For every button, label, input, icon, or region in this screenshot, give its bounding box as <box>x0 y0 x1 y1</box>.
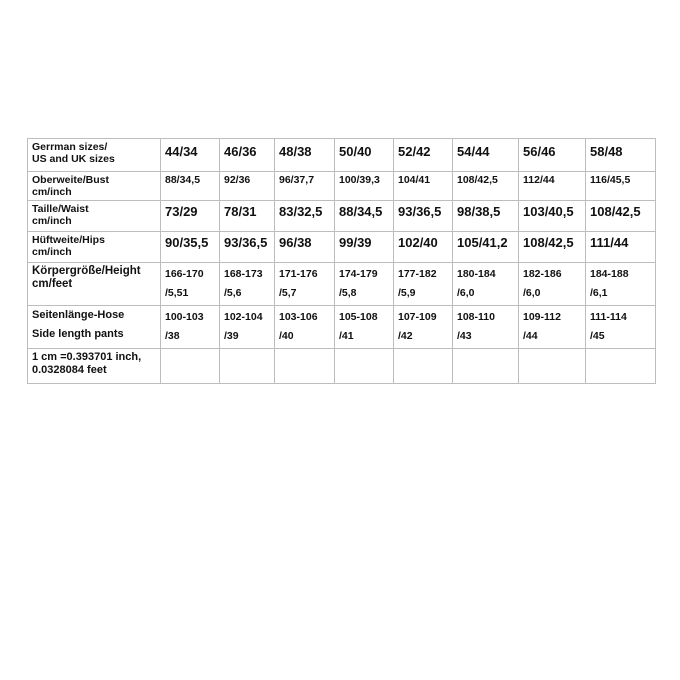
side-range: 103-106 <box>279 311 318 324</box>
side-range: 102-104 <box>224 311 263 324</box>
table-row-header <box>28 139 656 172</box>
side-value-cell <box>335 306 394 349</box>
table-row-hips <box>28 232 656 263</box>
height-label-line2: cm/feet <box>32 278 73 291</box>
header-label-line2: US and UK sizes <box>32 153 115 166</box>
side-inch: /39 <box>224 330 239 343</box>
height-range: 177-182 <box>398 268 437 281</box>
waist-value-cell: 88/34,5 <box>335 201 394 232</box>
bust-value-cell: 100/39,3 <box>335 172 394 201</box>
side-value-cell <box>586 306 656 349</box>
hips-value-cell: 108/42,5 <box>519 232 586 263</box>
hips-value-cell: 99/39 <box>335 232 394 263</box>
hips-value-cell: 90/35,5 <box>161 232 220 263</box>
bust-value-cell: 92/36 <box>220 172 275 201</box>
height-feet: /6,1 <box>590 287 608 300</box>
height-label-line1: Körpergröße/Height <box>32 265 141 278</box>
height-label-cell <box>28 263 161 306</box>
waist-label-line1: Taille/Waist <box>32 203 89 216</box>
conversion-note-line2: 0.0328084 feet <box>32 363 107 376</box>
height-range: 166-170 <box>165 268 204 281</box>
empty-cell <box>161 349 220 384</box>
header-label-line1: Gerrman sizes/ <box>32 141 108 153</box>
table-row-waist <box>28 201 656 232</box>
height-feet: /6,0 <box>457 287 475 300</box>
waist-value-cell: 83/32,5 <box>275 201 335 232</box>
size-header-cell: 52/42 <box>394 139 453 172</box>
table-row-conversion-note <box>28 349 656 384</box>
height-value-cell <box>519 263 586 306</box>
height-range: 184-188 <box>590 268 629 281</box>
waist-value-cell: 103/40,5 <box>519 201 586 232</box>
side-label-line2: Side length pants <box>32 328 124 341</box>
conversion-note-line1: 1 cm =0.393701 inch, <box>32 351 142 364</box>
hips-value-cell: 102/40 <box>394 232 453 263</box>
conversion-note-cell <box>28 349 161 384</box>
height-value-cell <box>453 263 519 306</box>
size-chart-table <box>27 138 656 384</box>
bust-value-cell: 108/42,5 <box>453 172 519 201</box>
height-feet: /5,51 <box>165 287 189 300</box>
size-header-cell: 58/48 <box>586 139 656 172</box>
side-value-cell <box>519 306 586 349</box>
height-feet: /5,6 <box>224 287 242 300</box>
side-label-cell <box>28 306 161 349</box>
height-range: 174-179 <box>339 268 378 281</box>
bust-value-cell: 112/44 <box>519 172 586 201</box>
height-value-cell <box>275 263 335 306</box>
height-range: 171-176 <box>279 268 318 281</box>
waist-value-cell: 78/31 <box>220 201 275 232</box>
height-value-cell <box>220 263 275 306</box>
height-value-cell <box>161 263 220 306</box>
side-inch: /38 <box>165 330 180 343</box>
height-feet: /5,7 <box>279 287 297 300</box>
empty-cell <box>220 349 275 384</box>
hips-label-line1: Hüftweite/Hips <box>32 234 105 247</box>
height-range: 180-184 <box>457 268 496 281</box>
empty-cell <box>394 349 453 384</box>
bust-value-cell: 116/45,5 <box>586 172 656 201</box>
side-inch: /40 <box>279 330 294 343</box>
height-value-cell <box>586 263 656 306</box>
side-range: 109-112 <box>523 311 561 324</box>
empty-cell <box>275 349 335 384</box>
height-feet: /5,8 <box>339 287 357 300</box>
side-range: 100-103 <box>165 311 204 324</box>
side-inch: /41 <box>339 330 354 343</box>
hips-value-cell: 96/38 <box>275 232 335 263</box>
waist-value-cell: 108/42,5 <box>586 201 656 232</box>
waist-value-cell: 98/38,5 <box>453 201 519 232</box>
side-range: 111-114 <box>590 311 627 324</box>
empty-cell <box>453 349 519 384</box>
waist-value-cell: 73/29 <box>161 201 220 232</box>
hips-label-cell <box>28 232 161 263</box>
size-header-cell: 56/46 <box>519 139 586 172</box>
empty-cell <box>586 349 656 384</box>
waist-label-line2: cm/inch <box>32 215 72 228</box>
side-value-cell <box>394 306 453 349</box>
table-row-height <box>28 263 656 306</box>
bust-label-line1: Oberweite/Bust <box>32 174 110 186</box>
side-value-cell <box>161 306 220 349</box>
height-value-cell <box>335 263 394 306</box>
height-feet: /5,9 <box>398 287 416 300</box>
waist-value-cell: 93/36,5 <box>394 201 453 232</box>
bust-label-cell <box>28 172 161 201</box>
bust-value-cell: 104/41 <box>394 172 453 201</box>
side-value-cell <box>453 306 519 349</box>
side-range: 107-109 <box>398 311 437 324</box>
hips-value-cell: 93/36,5 <box>220 232 275 263</box>
header-label-cell <box>28 139 161 172</box>
side-inch: /42 <box>398 330 413 343</box>
hips-value-cell: 111/44 <box>586 232 656 263</box>
hips-value-cell: 105/41,2 <box>453 232 519 263</box>
side-value-cell <box>220 306 275 349</box>
size-header-cell: 54/44 <box>453 139 519 172</box>
side-range: 105-108 <box>339 311 378 324</box>
table-row-bust <box>28 172 656 201</box>
height-value-cell <box>394 263 453 306</box>
side-label-line1: Seitenlänge-Hose <box>32 309 125 322</box>
height-range: 168-173 <box>224 268 263 281</box>
empty-cell <box>519 349 586 384</box>
table-row-side-length <box>28 306 656 349</box>
size-header-cell: 48/38 <box>275 139 335 172</box>
waist-label-cell <box>28 201 161 232</box>
height-feet: /6,0 <box>523 287 541 300</box>
size-header-cell: 44/34 <box>161 139 220 172</box>
bust-label-line2: cm/inch <box>32 186 72 199</box>
hips-label-line2: cm/inch <box>32 246 72 259</box>
side-inch: /44 <box>523 330 538 343</box>
side-inch: /43 <box>457 330 472 343</box>
side-range: 108-110 <box>457 311 495 324</box>
size-header-cell: 46/36 <box>220 139 275 172</box>
bust-value-cell: 88/34,5 <box>161 172 220 201</box>
bust-value-cell: 96/37,7 <box>275 172 335 201</box>
height-range: 182-186 <box>523 268 562 281</box>
side-inch: /45 <box>590 330 605 343</box>
empty-cell <box>335 349 394 384</box>
side-value-cell <box>275 306 335 349</box>
size-header-cell: 50/40 <box>335 139 394 172</box>
